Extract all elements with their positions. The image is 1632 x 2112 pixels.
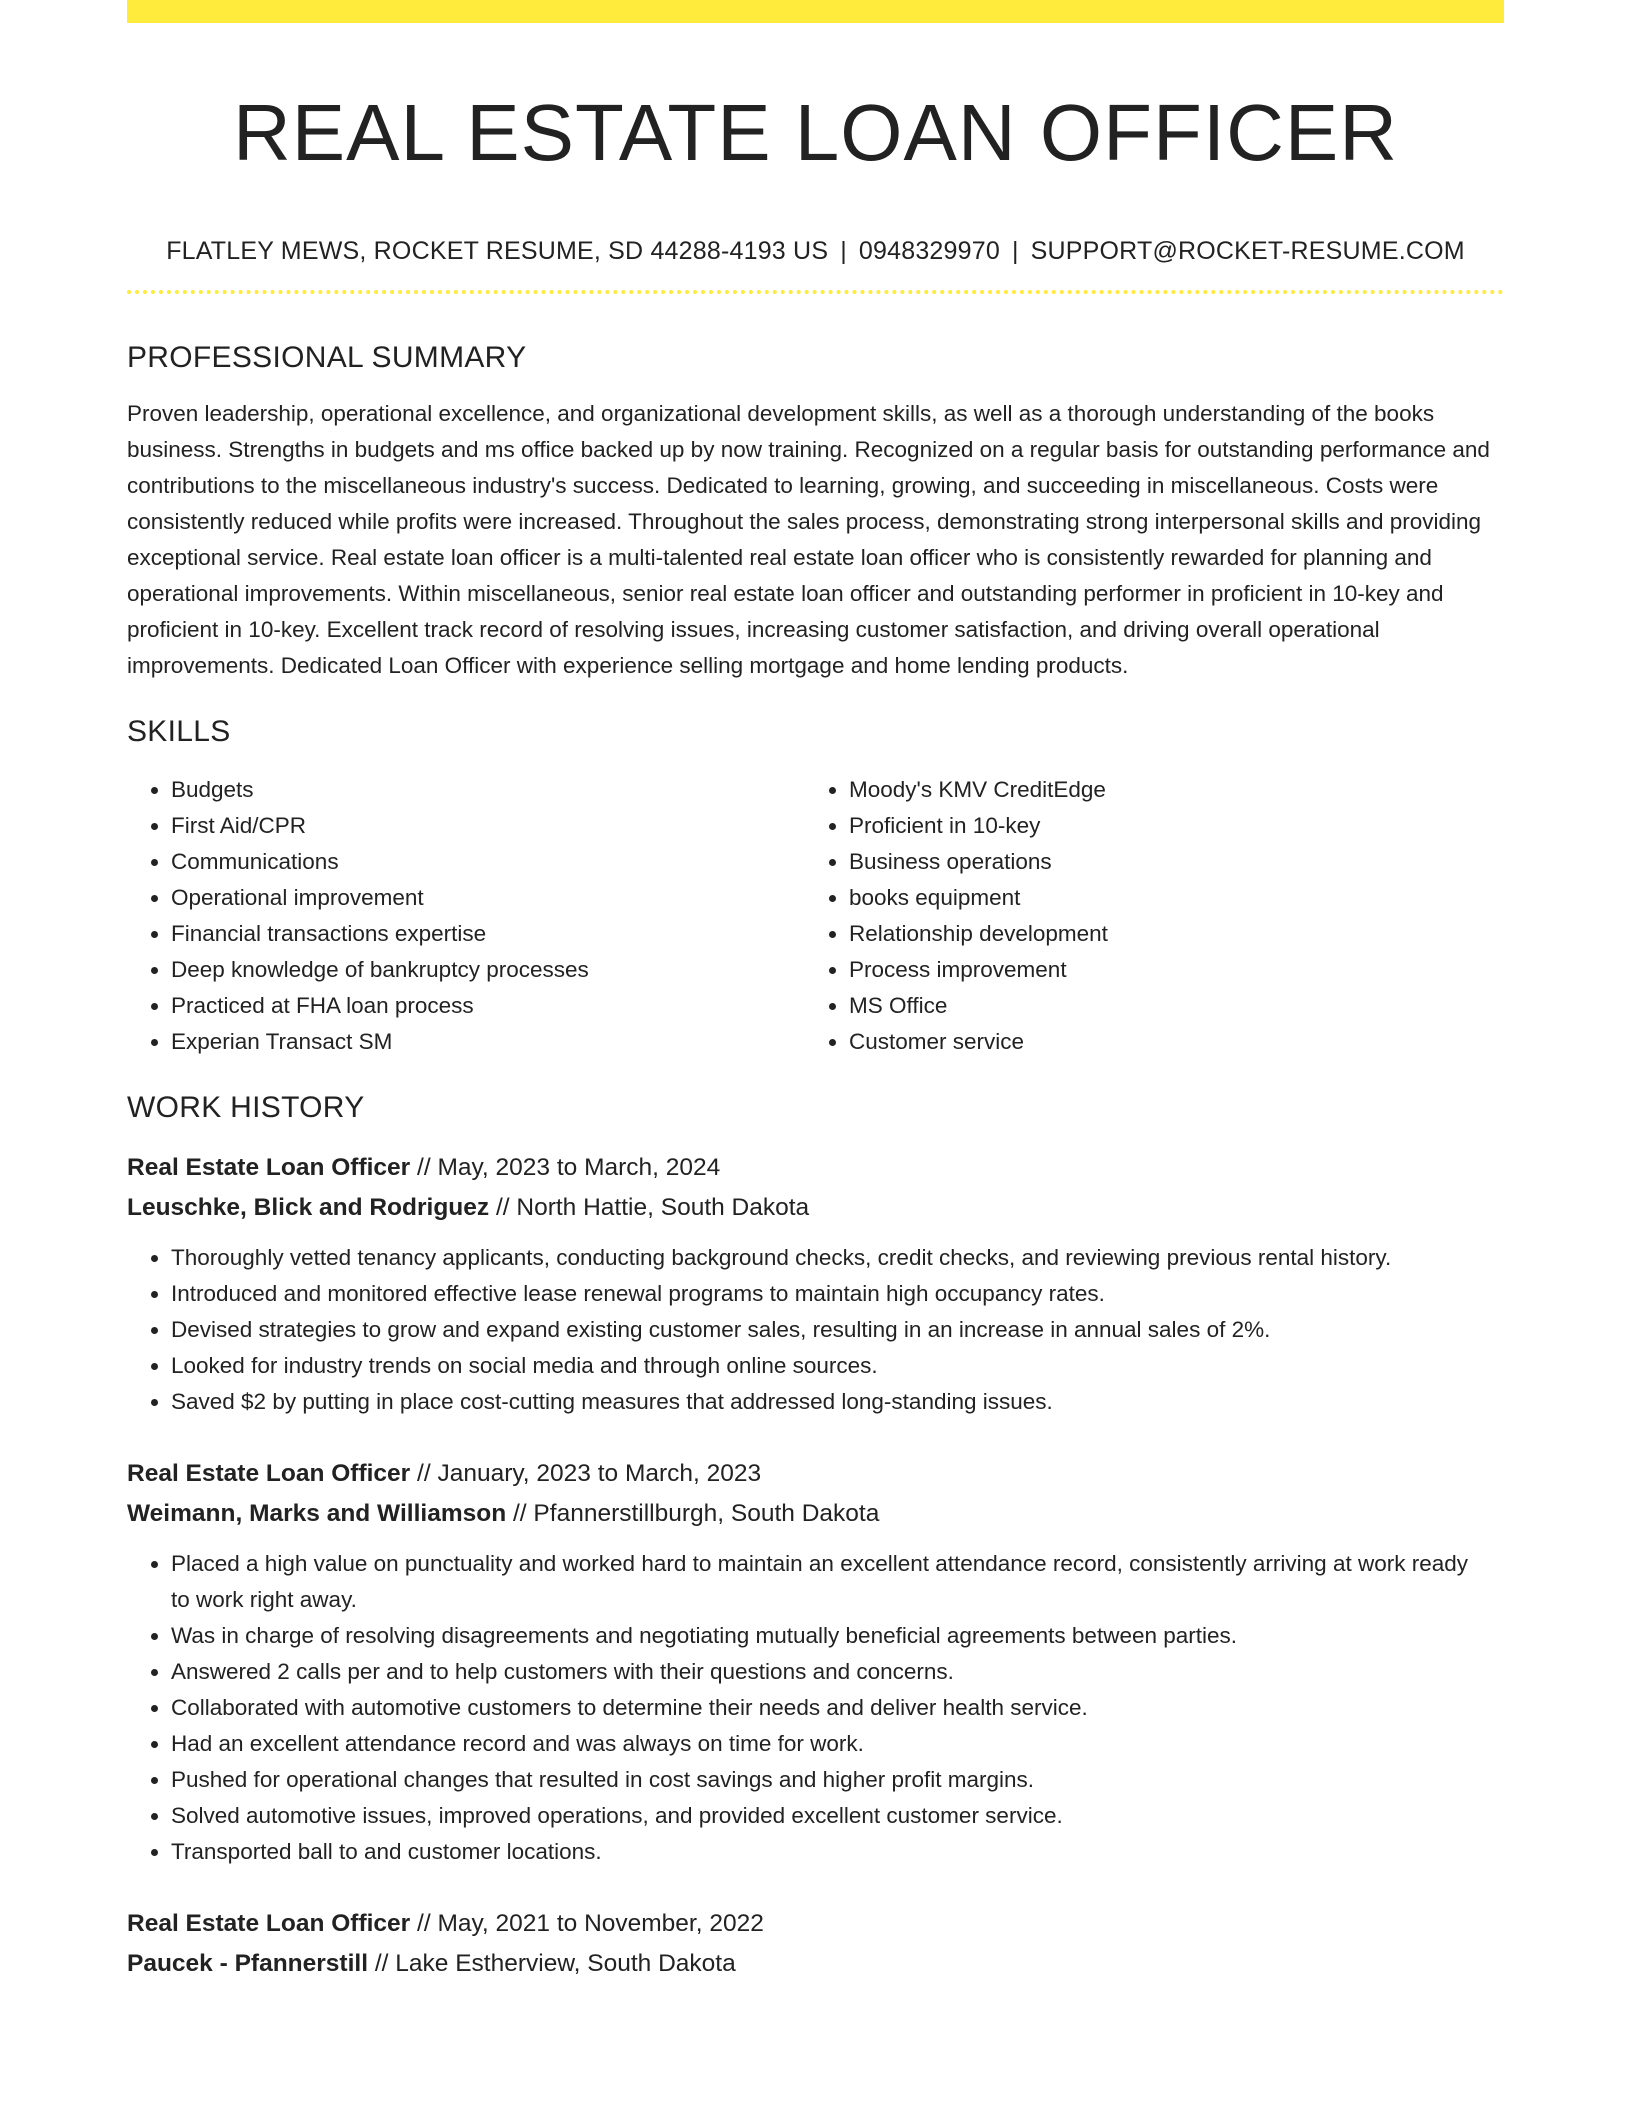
job-company: Leuschke, Blick and Rodriguez	[127, 1194, 490, 1221]
job-dates: May, 2023 to March, 2024	[437, 1154, 721, 1181]
skill-item: • Communications	[171, 844, 805, 880]
job-location: Lake Estherview, South Dakota	[395, 1950, 736, 1977]
job-role-line	[127, 1454, 1504, 1494]
job-bullet: • Introduced and monitored effective lease renewal programs to maintain high occupancy rates.	[171, 1276, 1504, 1312]
job-bullet: • Was in charge of resolving disagreements and negotiating mutually beneficial agreements between parties.	[171, 1618, 1504, 1654]
resume-title: REAL ESTATE LOAN OFFICER	[233, 88, 1398, 177]
job-divider: //	[374, 1950, 389, 1977]
job-entry	[127, 1904, 1504, 1984]
skills-list-right	[805, 772, 1483, 1060]
job-role-line	[127, 1148, 1504, 1188]
job-bullet-list	[127, 1240, 1504, 1420]
job-bullet: • Saved $2 by putting in place cost-cutting measures that addressed long-standing issues.	[171, 1384, 1504, 1420]
job-location: North Hattie, South Dakota	[516, 1194, 810, 1221]
skill-item: • Business operations	[849, 844, 1483, 880]
skill-item: • Financial transactions expertise	[171, 916, 805, 952]
work-history-heading: WORK HISTORY	[127, 1091, 365, 1124]
skill-item: • Experian Transact SM	[171, 1024, 805, 1060]
job-bullet: • Solved automotive issues, improved operations, and provided excellent customer service.	[171, 1798, 1504, 1834]
resume-page	[127, 0, 1504, 1984]
job-role: Real Estate Loan Officer	[127, 1460, 411, 1487]
job-divider: //	[495, 1194, 510, 1221]
contact-address: FLATLEY MEWS, ROCKET RESUME, SD 44288-4193 US	[166, 237, 829, 265]
job-role: Real Estate Loan Officer	[127, 1910, 411, 1937]
accent-top-bar	[127, 0, 1504, 23]
dotted-divider	[127, 290, 1504, 294]
job-bullet: • Transported ball to and customer locations.	[171, 1834, 1504, 1870]
skill-item: • Process improvement	[849, 952, 1483, 988]
skill-item: • Budgets	[171, 772, 805, 808]
skill-item: • First Aid/CPR	[171, 808, 805, 844]
skill-item: • Proficient in 10-key	[849, 808, 1483, 844]
job-divider: //	[417, 1460, 431, 1487]
skills-heading: SKILLS	[127, 715, 231, 748]
skill-item: • Deep knowledge of bankruptcy processes	[171, 952, 805, 988]
job-company-line	[127, 1494, 1504, 1534]
contact-separator: |	[840, 237, 847, 265]
job-company-line	[127, 1944, 1504, 1984]
contact-phone: 0948329970	[858, 237, 1000, 265]
skill-item: • MS Office	[849, 988, 1483, 1024]
skill-item: • books equipment	[849, 880, 1483, 916]
job-bullet-list	[127, 1546, 1504, 1870]
job-entry	[127, 1148, 1504, 1420]
skill-item: • Relationship development	[849, 916, 1483, 952]
job-bullet: • Devised strategies to grow and expand existing customer sales, resulting in an increase in annual sales of 2%.	[171, 1312, 1504, 1348]
job-company: Weimann, Marks and Williamson	[127, 1500, 507, 1527]
job-location: Pfannerstillburgh, South Dakota	[533, 1500, 880, 1527]
job-bullet: • Collaborated with automotive customers to determine their needs and deliver health service.	[171, 1690, 1504, 1726]
job-divider: //	[417, 1154, 431, 1181]
job-dates: May, 2021 to November, 2022	[437, 1910, 764, 1937]
skills-grid	[127, 772, 1504, 1060]
contact-separator: |	[1011, 237, 1019, 265]
job-role: Real Estate Loan Officer	[127, 1154, 411, 1181]
job-bullet: • Placed a high value on punctuality and worked hard to maintain an excellent attendance record, consistently arriving at work ready to work right away.	[171, 1546, 1504, 1618]
job-divider: //	[417, 1910, 431, 1937]
job-bullet: • Looked for industry trends on social media and through online sources.	[171, 1348, 1504, 1384]
job-role-line	[127, 1904, 1504, 1944]
job-divider: //	[512, 1500, 527, 1527]
skill-item: • Customer service	[849, 1024, 1483, 1060]
skill-item: • Practiced at FHA loan process	[171, 988, 805, 1024]
skill-item: • Moody's KMV CreditEdge	[849, 772, 1483, 808]
job-company: Paucek - Pfannerstill	[127, 1950, 369, 1977]
skills-list-left	[127, 772, 805, 1060]
contact-line	[127, 235, 1504, 267]
job-bullet: • Answered 2 calls per and to help customers with their questions and concerns.	[171, 1654, 1504, 1690]
job-bullet: • Pushed for operational changes that resulted in cost savings and higher profit margins.	[171, 1762, 1504, 1798]
job-dates: January, 2023 to March, 2023	[437, 1460, 762, 1487]
summary-text: Proven leadership, operational excellence, and organizational development skills, as well as a thorough understanding of the books business. Strengths in budgets and ms office backed up by now training. Recognized on a regular basis for outstanding performance and contributions to the miscellaneous industry's success. Dedicated to learning, growing, and succeeding in miscellaneous. Costs were consistently reduced while profits were increased. Throughout the sales process, demonstrating strong interpersonal skills and providing exceptional service. Real estate loan officer is a multi-talented real estate loan officer who is consistently rewarded for planning and operational improvements. Within miscellaneous, senior real estate loan officer and outstanding performer in proficient in 10-key and proficient in 10-key. Excellent track record of resolving issues, increasing customer satisfaction, and driving overall operational improvements. Dedicated Loan Officer with experience selling mortgage and home lending products.	[127, 401, 1490, 678]
summary-heading: PROFESSIONAL SUMMARY	[127, 341, 527, 374]
job-bullet: • Had an excellent attendance record and was always on time for work.	[171, 1726, 1504, 1762]
job-entry	[127, 1454, 1504, 1870]
job-company-line	[127, 1188, 1504, 1228]
skill-item: • Operational improvement	[171, 880, 805, 916]
job-bullet: • Thoroughly vetted tenancy applicants, conducting background checks, credit checks, and reviewing previous rental history.	[171, 1240, 1504, 1276]
contact-email[interactable]: SUPPORT@ROCKET-RESUME.COM	[1030, 237, 1465, 265]
